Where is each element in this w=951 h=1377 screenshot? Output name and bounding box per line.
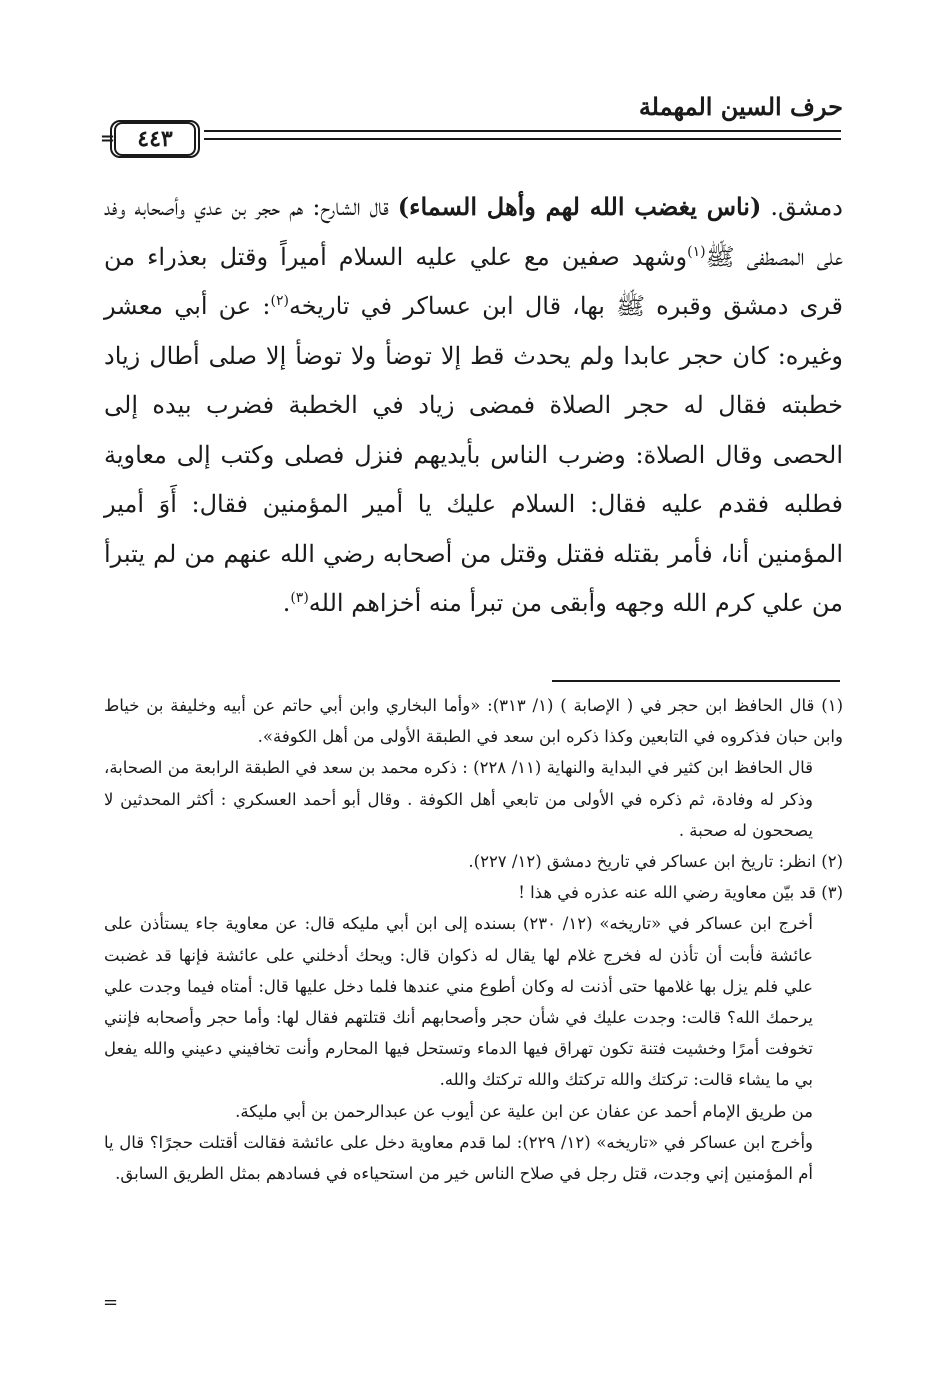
main-paragraph: دمشق. (ناس يغضب الله لهم وأهل السماء) قال الشارح: هم حجر بن عدي وأصحابه وفد على المصطفى ﷺ$^{(١)}$وشهد صفين مع علي عليه السلام أميراً وقتل بعذراء من قرى دمشق وقبره ﷺ بها، قال ابن عساكر في تاريخه$^{(٢)}$: عن أبي معشر وغيره: كان حجر عابدا ولم يحدث قط إلا توضأ ولا توضأ إلا صلى أطال زياد خطبته فقال له حجر الصلاة فمضى زياد في الخطبة فضرب بيده إلى الحصى وقال الصلاة: وضرب الناس بأيديهم فنزل فصلى وكتب إلى معاوية فطلبه فقدم عليه فقال: السلام عليك يا أمير المؤمنين فقال: أَوَ أمير المؤمنين أنا، فأمر بقتله فقتل وقتل من أصحابه رضي الله عنهم من لم يتبرأ من علي كرم الله وجهه وأبقى من تبرأ منه أخزاهم الله$^{(٣)}$. — [104, 192, 844, 617]
header-continuation-mark: = — [100, 128, 116, 149]
footnote-continuation: أخرج ابن عساكر في «تاريخه» (١٢/ ٢٣٠) بسنده إلى ابن أبي مليكه قال: عن معاوية جاء يستأذن على عائشة فأبت أن تأذن له فخرج غلام لها يقال له ذكوان قال: ويحك أدخلني على عائشة فإنها قد غضبت علي فلم يزل بها غلامها حتى أذنت له وكان أطوع مني عندها فلما دخل عليها قال: أمتاه فيما وجدت علي يرحمك الله؟ قالت: وجدت عليك في شأن حجر وأصحابهم أنك قتلتهم فقال لها: وأما حجر وأصحابه فإنني تخوفت أمرًا وخشيت فتنة تكون تهراق فيها الدماء وتستحل فيها المحارم وأنت تخافيني دعيني والله يفعل بي ما يشاء قالت: تركتك والله تركتك والله تركتك والله. — [104, 914, 813, 1090]
footnote-separator — [552, 680, 840, 682]
footnote-ref-2: (٢) — [270, 293, 289, 309]
footnote-continuation: من طريق الإمام أحمد عن عفان عن ابن علية عن أيوب عن عبدالرحمن بن أبي مليكة. — [235, 1101, 813, 1121]
footnote: (٢) انظر: تاريخ ابن عساكر في تاريخ دمشق (١٢/ ٢٢٧). — [468, 852, 843, 872]
main-text — [104, 182, 843, 629]
footnote: (٣) قد بيّن معاوية رضي الله عنه عذره في هذا ! — [518, 883, 843, 903]
footnotes — [104, 690, 843, 1189]
footnote-continuation: وأخرج ابن عساكر في «تاريخه» (١٢/ ٢٢٩): لما قدم معاوية دخل على عائشة فقالت أقتلت حجرًا؟ قال يا أم المؤمنين إني وجدت، قتل رجل في صلاح الناس خير من استحياءه في فسادهم بمثل الطريق السابق. — [104, 1132, 814, 1184]
quoted-hadith: (ناس يغضب الله لهم وأهل السماء) — [397, 192, 762, 221]
bottom-continuation-mark: = — [103, 1292, 119, 1313]
running-header-title: حرف السين المهملة — [638, 92, 843, 121]
header-rule-bottom — [204, 138, 841, 140]
footnote-ref-3: (٣) — [290, 590, 309, 606]
footnote-continuation: قال الحافظ ابن كثير في البداية والنهاية (١١/ ٢٢٨) : ذكره محمد بن سعد في الطبقة الرابعة من الصحابة، وذكر له وفادة، ثم ذكره في الأولى من تابعي أهل الكوفة . وقال أبو أحمد العسكري : أكثر المحدثين لا يصححون له صحبة . — [104, 758, 813, 840]
page-number: ٤٤٣ — [114, 122, 196, 156]
footnote-ref-1: (١) — [687, 243, 706, 260]
header-rule-area — [96, 120, 841, 156]
footnote: (١) قال الحافظ ابن حجر في ( الإصابة ) (١/ ٣١٣): «وأما البخاري وابن أبي حاتم عن أبيه وخليفة بن خياط وابن حبان فذكروه في التابعين وكذا ذكره ابن سعد في الطبقة الأولى من أهل الكوفة». — [104, 696, 843, 747]
header-rule-top — [204, 130, 841, 132]
